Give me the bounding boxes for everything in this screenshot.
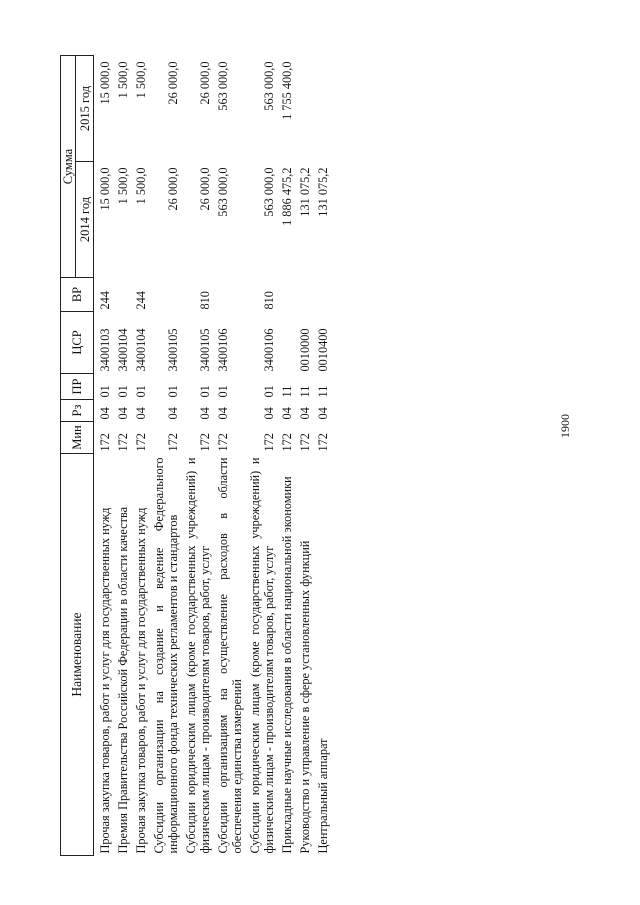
row-sum-2015: 563 000,0 [216, 61, 230, 111]
row-name: Прикладные научные исследования в области национальной экономики [280, 476, 294, 854]
row-min: 172 [216, 433, 230, 452]
row-pr: 11 [298, 385, 312, 398]
row-name: Руководство и управление в сфере установленных функций [298, 540, 312, 854]
row-sum-2015: 1 500,0 [134, 61, 148, 99]
row-vr: 810 [262, 291, 276, 310]
row-pr: 01 [98, 385, 112, 398]
header-name: Наименование [61, 454, 94, 856]
row-vr [276, 278, 294, 312]
table-row [94, 56, 113, 856]
table-row [130, 56, 148, 856]
row-csr: 3400106 [216, 328, 230, 372]
table-row [276, 56, 294, 856]
row-csr: 3400104 [116, 328, 130, 372]
row-pr: 01 [116, 385, 130, 398]
header-sum: Сумма [61, 56, 76, 278]
header-vr: ВР [61, 278, 94, 312]
budget-table [60, 55, 330, 856]
row-csr: 3400105 [198, 328, 212, 372]
row-sum-2014: 26 000,0 [198, 167, 212, 211]
row-pr: 01 [216, 385, 230, 398]
row-rz: 04 [198, 407, 212, 420]
row-rz: 04 [98, 407, 112, 420]
header-min: Мин [61, 422, 94, 454]
row-sum-2015: 26 000,0 [198, 61, 212, 105]
row-pr: 01 [134, 385, 148, 398]
row-sum-2014: 131 075,2 [298, 167, 312, 217]
header-pr: ПР [61, 374, 94, 400]
row-csr: 0010000 [298, 328, 312, 372]
table-row [312, 56, 330, 856]
table-row [148, 56, 180, 856]
row-sum-2015: 26 000,0 [166, 61, 180, 105]
row-name: Субсидии юридическим лицам (кроме государственных учреждений) и физическим лицам - производителям товаров, работ, услуг [248, 457, 276, 854]
row-name: Субсидии организации на создание и ведение Федерального информационного фонда технических регламентов и стандартов [152, 457, 180, 854]
table-row [212, 56, 244, 856]
row-vr [312, 278, 330, 312]
row-name: Центральный аппарат [316, 738, 330, 854]
table-row [294, 56, 312, 856]
row-sum-2014: 563 000,0 [216, 167, 230, 217]
row-name: Прочая закупка товаров, работ и услуг для государственных нужд [134, 507, 148, 854]
row-name: Прочая закупка товаров, работ и услуг для государственных нужд [98, 507, 112, 854]
row-sum-2014: 563 000,0 [262, 167, 276, 217]
row-rz: 04 [298, 407, 312, 420]
row-sum-2015: 15 000,0 [98, 61, 112, 105]
row-csr [276, 312, 294, 374]
row-csr: 3400106 [262, 328, 276, 372]
row-name: Субсидии юридическим лицам (кроме государственных учреждений) и физическим лицам - производителям товаров, работ, услуг [184, 457, 212, 854]
row-sum-2014: 26 000,0 [166, 167, 180, 211]
row-sum-2015: 1 755 400,0 [280, 61, 294, 120]
row-sum-2014: 15 000,0 [98, 167, 112, 211]
row-rz: 04 [116, 407, 130, 420]
row-rz: 04 [316, 407, 330, 420]
table-row [112, 56, 130, 856]
row-vr [148, 278, 180, 312]
row-pr: 01 [262, 385, 276, 398]
header-2015: 2015 год [76, 56, 94, 162]
table-row [180, 56, 212, 856]
row-min: 172 [280, 433, 294, 452]
row-sum-2015 [294, 56, 312, 162]
header-csr: ЦСР [61, 312, 94, 374]
row-vr: 244 [134, 291, 148, 310]
row-vr [112, 278, 130, 312]
row-sum-2014: 1 500,0 [134, 167, 148, 205]
row-pr: 11 [316, 385, 330, 398]
row-min: 172 [198, 433, 212, 452]
row-rz: 04 [262, 407, 276, 420]
header-rz: Рз [61, 400, 94, 422]
table-row [244, 56, 276, 856]
row-min: 172 [116, 433, 130, 452]
row-vr: 810 [198, 291, 212, 310]
row-csr: 3400104 [134, 328, 148, 372]
row-rz: 04 [280, 407, 294, 420]
row-min: 172 [166, 433, 180, 452]
row-pr: 01 [166, 385, 180, 398]
row-vr: 244 [98, 291, 112, 310]
row-sum-2015: 1 500,0 [116, 61, 130, 99]
row-csr: 0010400 [316, 328, 330, 372]
row-csr: 3400105 [166, 328, 180, 372]
budget-table-rotated [60, 56, 525, 856]
row-csr: 3400103 [98, 328, 112, 372]
row-min: 172 [298, 433, 312, 452]
row-pr: 11 [280, 385, 294, 398]
row-sum-2015: 563 000,0 [262, 61, 276, 111]
row-min: 172 [98, 433, 112, 452]
row-rz: 04 [216, 407, 230, 420]
row-sum-2015 [312, 56, 330, 162]
row-name: Премия Правительства Российской Федерации в области качества [116, 506, 130, 854]
page-number: 1900 [558, 414, 572, 438]
row-min: 172 [262, 433, 276, 452]
table-body [94, 56, 331, 856]
row-sum-2014: 131 075,2 [316, 167, 330, 217]
row-sum-2014: 1 500,0 [116, 167, 130, 205]
row-rz: 04 [134, 407, 148, 420]
row-vr [294, 278, 312, 312]
row-rz: 04 [166, 407, 180, 420]
row-vr [212, 278, 244, 312]
row-sum-2014: 1 886 475,2 [280, 167, 294, 226]
row-pr: 01 [198, 385, 212, 398]
row-name: Субсидии организациям на осуществление расходов в области обеспечения единства измерений [216, 457, 244, 854]
row-min: 172 [316, 433, 330, 452]
row-min: 172 [134, 433, 148, 452]
header-2014: 2014 год [76, 162, 94, 278]
